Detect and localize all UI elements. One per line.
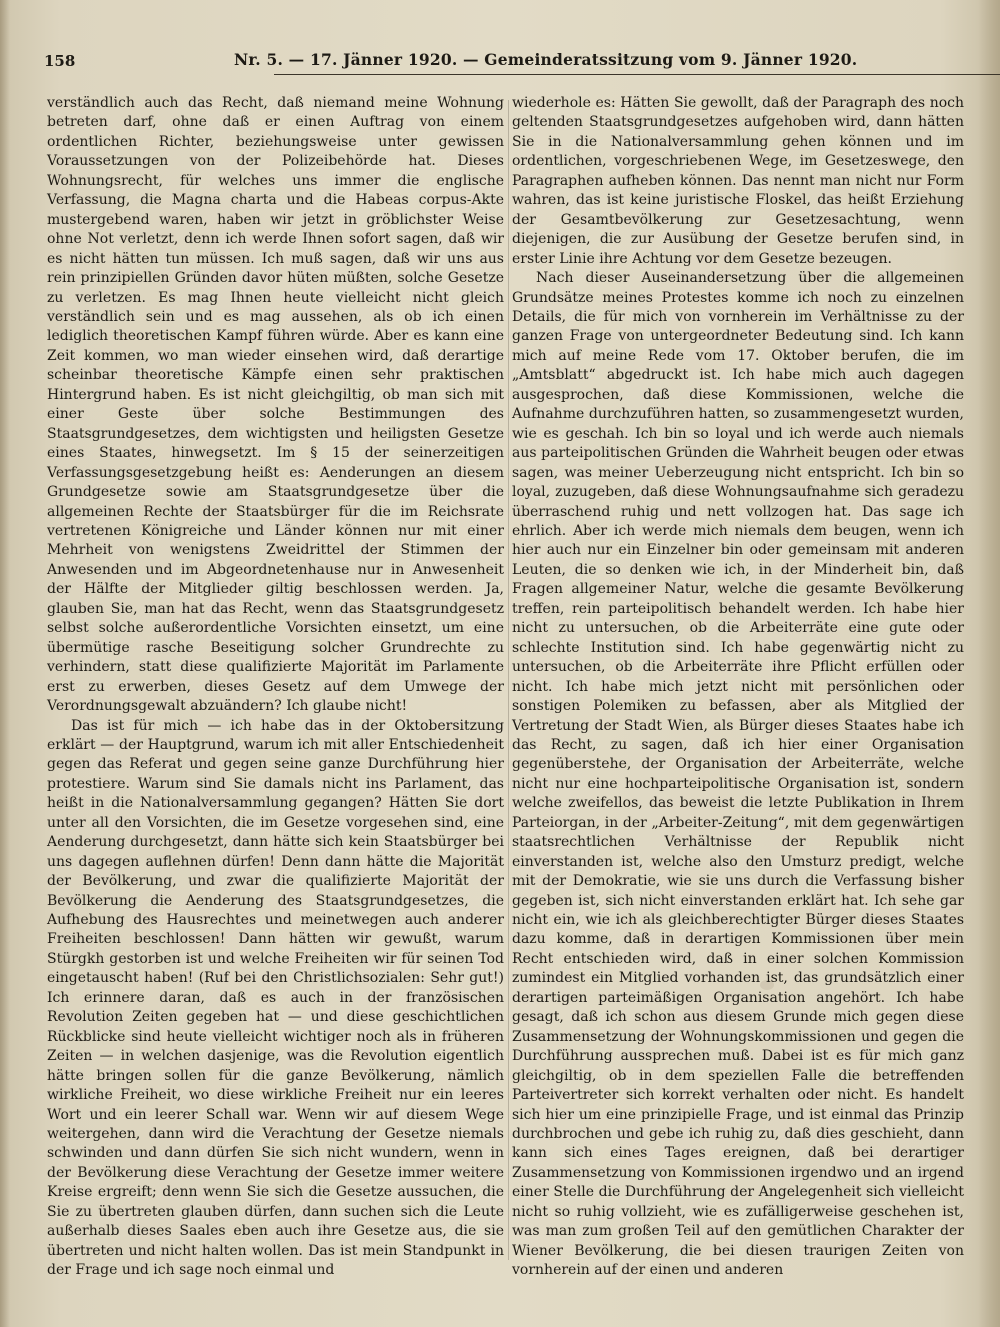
header-title: Nr. 5. — 17. Jänner 1920. — Gemeinderatssitzung vom 9. Jänner 1920. — [234, 50, 858, 69]
page-header — [44, 50, 964, 78]
left-column — [47, 94, 504, 1281]
left-paragraph-2: Das ist für mich — ich habe das in der Oktobersitzung erklärt — der Hauptgrund, warum ich mit aller Entschiedenheit gegen das Referat und gegen seine ganze Durchführung hier protestiere. Warum sind Sie damals nicht ins Parlament, das heißt in die Nationalversammlung gegangen? Hätten Sie dort unter all den Vorsichten, die im Gesetze vorgesehen sind, eine Aenderung durchgesetzt, dann hätte sich kein Staatsbürger bei uns dagegen auflehnen dürfen! Denn dann hätte die Majorität der Bevölkerung, und zwar die qualifizierte Majorität der Bevölkerung die Aenderung des Staatsgrundgesetzes, die Aufhebung des Hausrechtes und meinetwegen auch anderer Freiheiten beschlossen! Dann hätten wir gewußt, warum Stürgkh gestorben ist und welche Freiheiten wir für seinen Tod eingetauscht haben! (Ruf bei den Christlichsozialen: Sehr gut!) Ich erinnere daran, daß es auch in der französischen Revolution Zeiten gegeben hat — und diese geschichtlichen Rückblicke sind heute vielleicht wichtiger noch als in früheren Zeiten — in welchen dasjenige, was die Revolution eigentlich hätte bringen sollen für die ganze Bevölkerung, nämlich wirkliche Freiheit, wo diese wirkliche Freiheit nur ein leeres Wort und ein leerer Schall war. Wenn wir auf diesem Wege weitergehen, dann wird die Verachtung der Gesetze niemals schwinden und dann dürfen Sie sich nicht wundern, wenn in der Bevölkerung diese Verachtung der Gesetze immer weitere Kreise ergreift; denn wenn Sie sich die Gesetze aussuchen, die Sie zu übertreten glauben dürfen, dann suchen sich die Leute außerhalb dieses Saales eben auch ihre Gesetze aus, die sie übertreten und nicht halten wollen. Das ist mein Standpunkt in der Frage und ich sage noch einmal und — [47, 717, 504, 1279]
right-column — [512, 94, 964, 1281]
right-paragraph-1: wiederhole es: Hätten Sie gewollt, daß der Paragraph des noch geltenden Staatsgrundgesetzes aufgehoben wird, dann hätten Sie in die Nationalversammlung gehen können und im ordentlichen, vorgeschriebenen Wege, im Gesetzeswege, den Paragraphen aufheben können. Das nennt man nicht nur Form wahren, das ist keine juristische Floskel, das heißt Erziehung der Gesamtbevölkerung zur Gesetzesachtung, wenn diejenigen, die zur Ausübung der Gesetze berufen sind, in erster Linie ihre Achtung vor dem Gesetze bezeugen. — [512, 95, 964, 267]
page-edge-shadow-right — [978, 0, 1000, 1327]
header-rule — [274, 74, 1000, 75]
column-divider — [508, 100, 509, 1260]
page-number: 158 — [44, 52, 76, 70]
right-paragraph-2: Nach dieser Auseinandersetzung über die allgemeinen Grundsätze meines Protestes komme ich noch zu einzelnen Details, die für mich von vornherein im Verhältnisse zu der ganzen Frage von untergeordneter Bedeutung sind. Ich kann mich auf meine Rede vom 17. Oktober berufen, die im „Amtsblatt“ abgedruckt ist. Ich habe mich auch dagegen ausgesprochen, daß diese Kommissionen, welche die Aufnahme durchzuführen hatten, so zusammengesetzt wurden, wie es geschah. Ich bin so loyal und ich werde auch niemals aus parteipolitischen Gründen die Wahrheit beugen oder etwas sagen, was meiner Ueberzeugung nicht entspricht. Ich bin so loyal, zuzugeben, daß diese Wohnungsaufnahme sich geradezu überraschend ruhig und nett vollzogen hat. Das sage ich ehrlich. Aber ich werde mich niemals dem beugen, wenn ich hier auch nur ein Einzelner bin oder gemeinsam mit anderen Leuten, die so denken wie ich, in der Minderheit bin, daß Fragen allgemeiner Natur, welche die gesamte Bevölkerung treffen, rein parteipolitisch behandelt werden. Ich habe hier nicht zu untersuchen, ob die Arbeiterräte eine gute oder schlechte Institution sind. Ich habe gegenwärtig nicht zu untersuchen, ob die Arbeiterräte ihre Pflicht erfüllen oder nicht. Ich habe mich jetzt nicht mit persönlichen oder sonstigen Polemiken zu befassen, aber als Mitglied der Vertretung der Stadt Wien, als Bürger dieses Staates habe ich das Recht, zu sagen, daß ich hier einer Organisation gegenüberstehe, der Organisation der Arbeiterräte, welche nicht nur eine hochparteipolitische Organisation ist, sondern welche zweifellos, das beweist die letzte Publikation in Ihrem Parteiorgan, in der „Arbeiter-Zeitung“, mit dem gegenwärtigen staatsrechtlichen Verhältnisse der Republik nicht einverstanden ist, welche also den Umsturz predigt, welche mit der Demokratie, wie sie uns durch die Verfassung bisher gegeben ist, sich nicht einverstanden erklärt hat. Ich sehe gar nicht ein, wie ich als gleichberechtigter Bürger dieses Staates dazu komme, daß in derartigen Kommissionen über mein Recht entschieden wird, daß in einer solchen Kommission zumindest ein Mitglied vorhanden ist, das grundsätzlich einer derartigen parteimäßigen Organisation angehört. Ich habe gesagt, daß ich schon aus diesem Grunde mich gegen diese Zusammensetzung der Wohnungskommissionen und gegen die Durchführung aussprechen muß. Dabei ist es für mich ganz gleichgiltig, ob in dem speziellen Falle die betreffenden Parteivertreter sich korrekt verhalten oder nicht. Es handelt sich hier um eine prinzipielle Frage, und ist einmal das Prinzip durchbrochen und gebe ich ruhig zu, daß dies geschieht, dann kann sich eines Tages ereignen, daß bei derartiger Zusammensetzung von Kommissionen irgendwo und an irgend einer Stelle die Durchführung der Angelegenheit sich vielleicht nicht so ruhig vollzieht, wie es zufälligerweise geschehen ist, was man zum großen Teil auf den gemütlichen Charakter der Wiener Bevölkerung, die bei diesen traurigen Zeiten von vornherein auf der einen und anderen — [512, 270, 964, 1279]
left-paragraph-1: verständlich auch das Recht, daß niemand meine Wohnung betreten darf, ohne daß er einen Auftrag von einem ordentlichen Richter, beziehungsweise unter gewissen Voraussetzungen von der Polizeibehörde hat. Dieses Wohnungsrecht, für welches uns immer die englische Verfassung, die Magna charta und die Habeas corpus-Akte mustergebend waren, haben wir jetzt in gröblichster Weise ohne Not verletzt, denn ich werde Ihnen sofort sagen, daß wir es nicht hätten tun müssen. Ich muß sagen, daß wir uns aus rein prinzipiellen Gründen davor hüten müßten, solche Gesetze zu verletzen. Es mag Ihnen heute vielleicht nicht gleich verständlich sein und es mag aussehen, als ob ich einen lediglich theoretischen Kampf führen würde. Aber es kann eine Zeit kommen, wo man wieder einsehen wird, daß derartige scheinbar theoretische Kämpfe einen sehr praktischen Hintergrund haben. Es ist nicht gleichgiltig, ob man sich mit einer Geste über solche Bestimmungen des Staatsgrundgesetzes, dem wichtigsten und heiligsten Gesetze eines Staates, hinwegsetzt. Im § 15 der seinerzeitigen Verfassungsgesetzgebung heißt es: Aenderungen an diesem Grundgesetze sowie am Staatsgrundgesetze über die allgemeinen Rechte der Staatsbürger für die im Reichsrate vertretenen Königreiche und Länder können nur mit einer Mehrheit von wenigstens Zweidrittel der Stimmen der Anwesenden und im Abgeordnetenhause nur in Anwesenheit der Hälfte der Mitglieder giltig beschlossen werden. Ja, glauben Sie, man hat das Recht, wenn das Staatsgrundgesetz selbst solche außerordentliche Vorsichten einsetzt, um eine übermütige rasche Beseitigung solcher Grundrechte zu verhindern, statt diese qualifizierte Majorität im Parlamente erst zu erwerben, dieses Gesetz auf dem Umwege der Verordnungsgewalt abzuändern? Ich glaube nicht! — [47, 95, 504, 715]
page-edge-shadow-left — [0, 0, 10, 1327]
